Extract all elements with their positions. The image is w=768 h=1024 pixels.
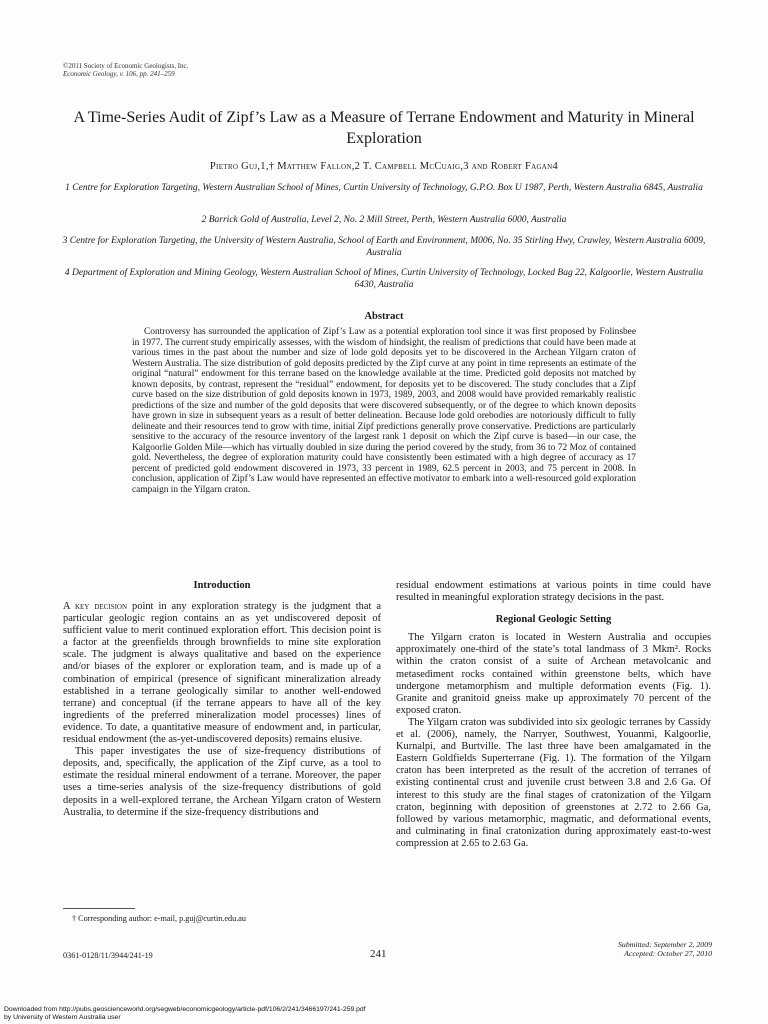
download-url-line: Downloaded from http://pubs.geoscienceworld.org/segweb/economicgeology/article-pdf/106/2/241/3466197/241-259.pdf — [4, 1006, 366, 1013]
author-list: Pietro Guj,1,† Matthew Fallon,2 T. Campbell McCuaig,3 and Robert Fagan4 — [209, 161, 559, 172]
download-user-line: by University of Western Australia user — [4, 1014, 121, 1021]
intro-paragraph-2: This paper investigates the use of size-frequency distributions of deposits, and, specifically, the application of the Zipf curve, as a tool to estimate the residual mineral endowment of a terrane. Moreover, the paper uses a time-series analysis of the size-frequency distributions of gold deposits in a well-explored terrane, the Archean Yilgarn craton of Western Australia, to determine if the size-frequency distributions and — [63, 746, 381, 818]
download-notice — [4, 1006, 366, 1022]
regional-heading: Regional Geologic Setting — [495, 614, 612, 626]
submitted-date: Submitted: September 2, 2009 — [618, 940, 712, 949]
affiliation-2: 2 Barrick Gold of Australia, Level 2, No. 2 Mill Street, Perth, Western Australia 6000, Australia — [201, 215, 567, 225]
submission-dates — [560, 940, 712, 958]
affiliation-3: 3 Centre for Exploration Targeting, the University of Western Australia, School of Earth and Environment, M006, No. 35 Stirling Hwy, Crawley, Western Australia 6009, Australia — [62, 236, 706, 258]
accepted-date: Accepted: October 27, 2010 — [624, 949, 712, 958]
abstract-heading: Abstract — [364, 311, 404, 322]
intro-continuation: residual endowment estimations at various points in time could have resulted in meaningful exploration strategy decisions in the past. — [396, 580, 711, 604]
footnote-divider — [63, 908, 135, 909]
corresponding-author-footnote: † Corresponding author: e-mail, p.guj@curtin.edu.au — [72, 914, 246, 923]
abstract-text: Controversy has surrounded the application of Zipf’s Law as a potential exploration tool since it was first proposed by Folinsbee in 1977. The current study empirically assesses, with the wisdom of hindsight, the realism of predictions that could have been made at various times in the past about the number and size of lode gold deposits yet to be discovered in the Archean Yilgarn craton of Western Australia. The size distribution of gold deposits predicted by the Zipf curve at any point in time represents an estimate of the original “natural” endowment for this terrane based on the knowledge available at the time. Predicted gold deposits not matched by known deposits, by contrast, represent the “residual” endowment, for deposits yet to be discovered. The study concludes that a Zipf curve based on the size distribution of gold deposits known in 1973, 1989, 2003, and 2008 would have provided remarkably realistic predictions of the size and number of the gold deposits that were discovered subsequently, or of the degree to which known deposits have grown in size in subsequent years as a result of better delineation. Because lode gold orebodies are notoriously difficult to fully delineate and their resources tend to grow with time, initial Zipf predictions generally prove conservative. Predictions are particularly sensitive to the accuracy of the resource inventory of the largest rank 1 deposit on which the Zipf curve is based—in our case, the Kalgoorlie Golden Mile—which has virtually doubled in size during the period covered by the study, from 36 to 72 Moz of contained gold. Nevertheless, the degree of exploration maturity could have consistently been estimated with a high degree of accuracy as 17 percent of predicted gold endowment discovered in 1973, 33 percent in 1989, 62.5 percent in 2003, and 75 percent in 2008. In conclusion, application of Zipf’s Law would have represented an effective motivator to embark into a well-resourced gold exploration campaign in the Yilgarn craton. — [132, 327, 636, 495]
copyright-notice — [63, 62, 188, 78]
regional-paragraph-2: The Yilgarn craton was subdivided into six geologic terranes by Cassidy et al. (2006), namely, the Narryer, Southwest, Youanmi, Kalgoorlie, Kurnalpi, and Burtville. The last three have been amalgamated in the Eastern Goldfields Superterrane (Fig. 1). The formation of the Yilgarn craton has been interpreted as the result of the accretion of terranes of existing continental crust and juvenile crust between 3.8 and 2.6 Ga. Of interest to this study are the final stages of cratonization of the Yilgarn craton, beginning with deposition of greenstones at 2.72 to 2.66 Ga, followed by various metamorphic, magmatic, and deformational events, and culminating in final cratonization during approximately east-to-west compression at 2.65 to 2.63 Ga. — [396, 716, 711, 849]
right-column — [396, 580, 711, 850]
page-number: 241 — [370, 948, 387, 960]
affiliation-4: 4 Department of Exploration and Mining Geology, Western Australian School of Mines, Curtin University of Technology, Locked Bag 22, Kalgoorlie, Western Australia 6430, Australia — [64, 268, 704, 290]
paper-title: A Time-Series Audit of Zipf’s Law as a Measure of Terrane Endowment and Maturity in Mineral Exploration — [73, 109, 695, 147]
introduction-heading: Introduction — [193, 580, 251, 591]
left-column — [63, 601, 381, 819]
regional-paragraph-1: The Yilgarn craton is located in Western Australia and occupies approximately one-third of the state’s total landmass of 3 Mkm². Rocks within the craton consist of a suite of Archean metavolcanic and metasediment rocks contained within greenstone belts, which have undergone metamorphism and multiple deformation events (Fig. 1). Granite and granitoid gneiss make up approximately 70 percent of the exposed craton. — [396, 632, 711, 716]
affiliation-1: 1 Centre for Exploration Targeting, Western Australian School of Mines, Curtin University of Technology, G.P.O. Box U 1987, Perth, Western Australia 6845, Australia — [65, 183, 703, 193]
intro-paragraph-1 — [63, 601, 381, 746]
issn-code: 0361-0128/11/3944/241-19 — [63, 951, 153, 960]
intro-paragraph-1-text: point in any exploration strategy is the judgment that a particular geologic region contains an as yet undiscovered deposit of sufficient value to merit continued exploration effort. This decision point is a factor at the greenfields through brownfields to mine site exploration scale. The judgment is always qualitative and based on the experience and/or biases of the explorer or exploration team, and is made up of a combination of empirical (presence of significant mineralization already established in a terrane geologically similar to another well-endowed terrane) and conceptual (if the terrane appears to have all of the key ingredients of the preferred mineralization model processes) lines of evidence. To date, a quantitative measure of endowment and, in particular, residual endowment (the as-yet-undiscovered deposits) remains elusive. — [63, 601, 381, 746]
intro-lead-in: A key decision — [63, 601, 128, 612]
journal-citation: Economic Geology, v. 106, pp. 241–259 — [63, 70, 175, 78]
copyright-line: ©2011 Society of Economic Geologists, Inc. — [63, 62, 189, 70]
